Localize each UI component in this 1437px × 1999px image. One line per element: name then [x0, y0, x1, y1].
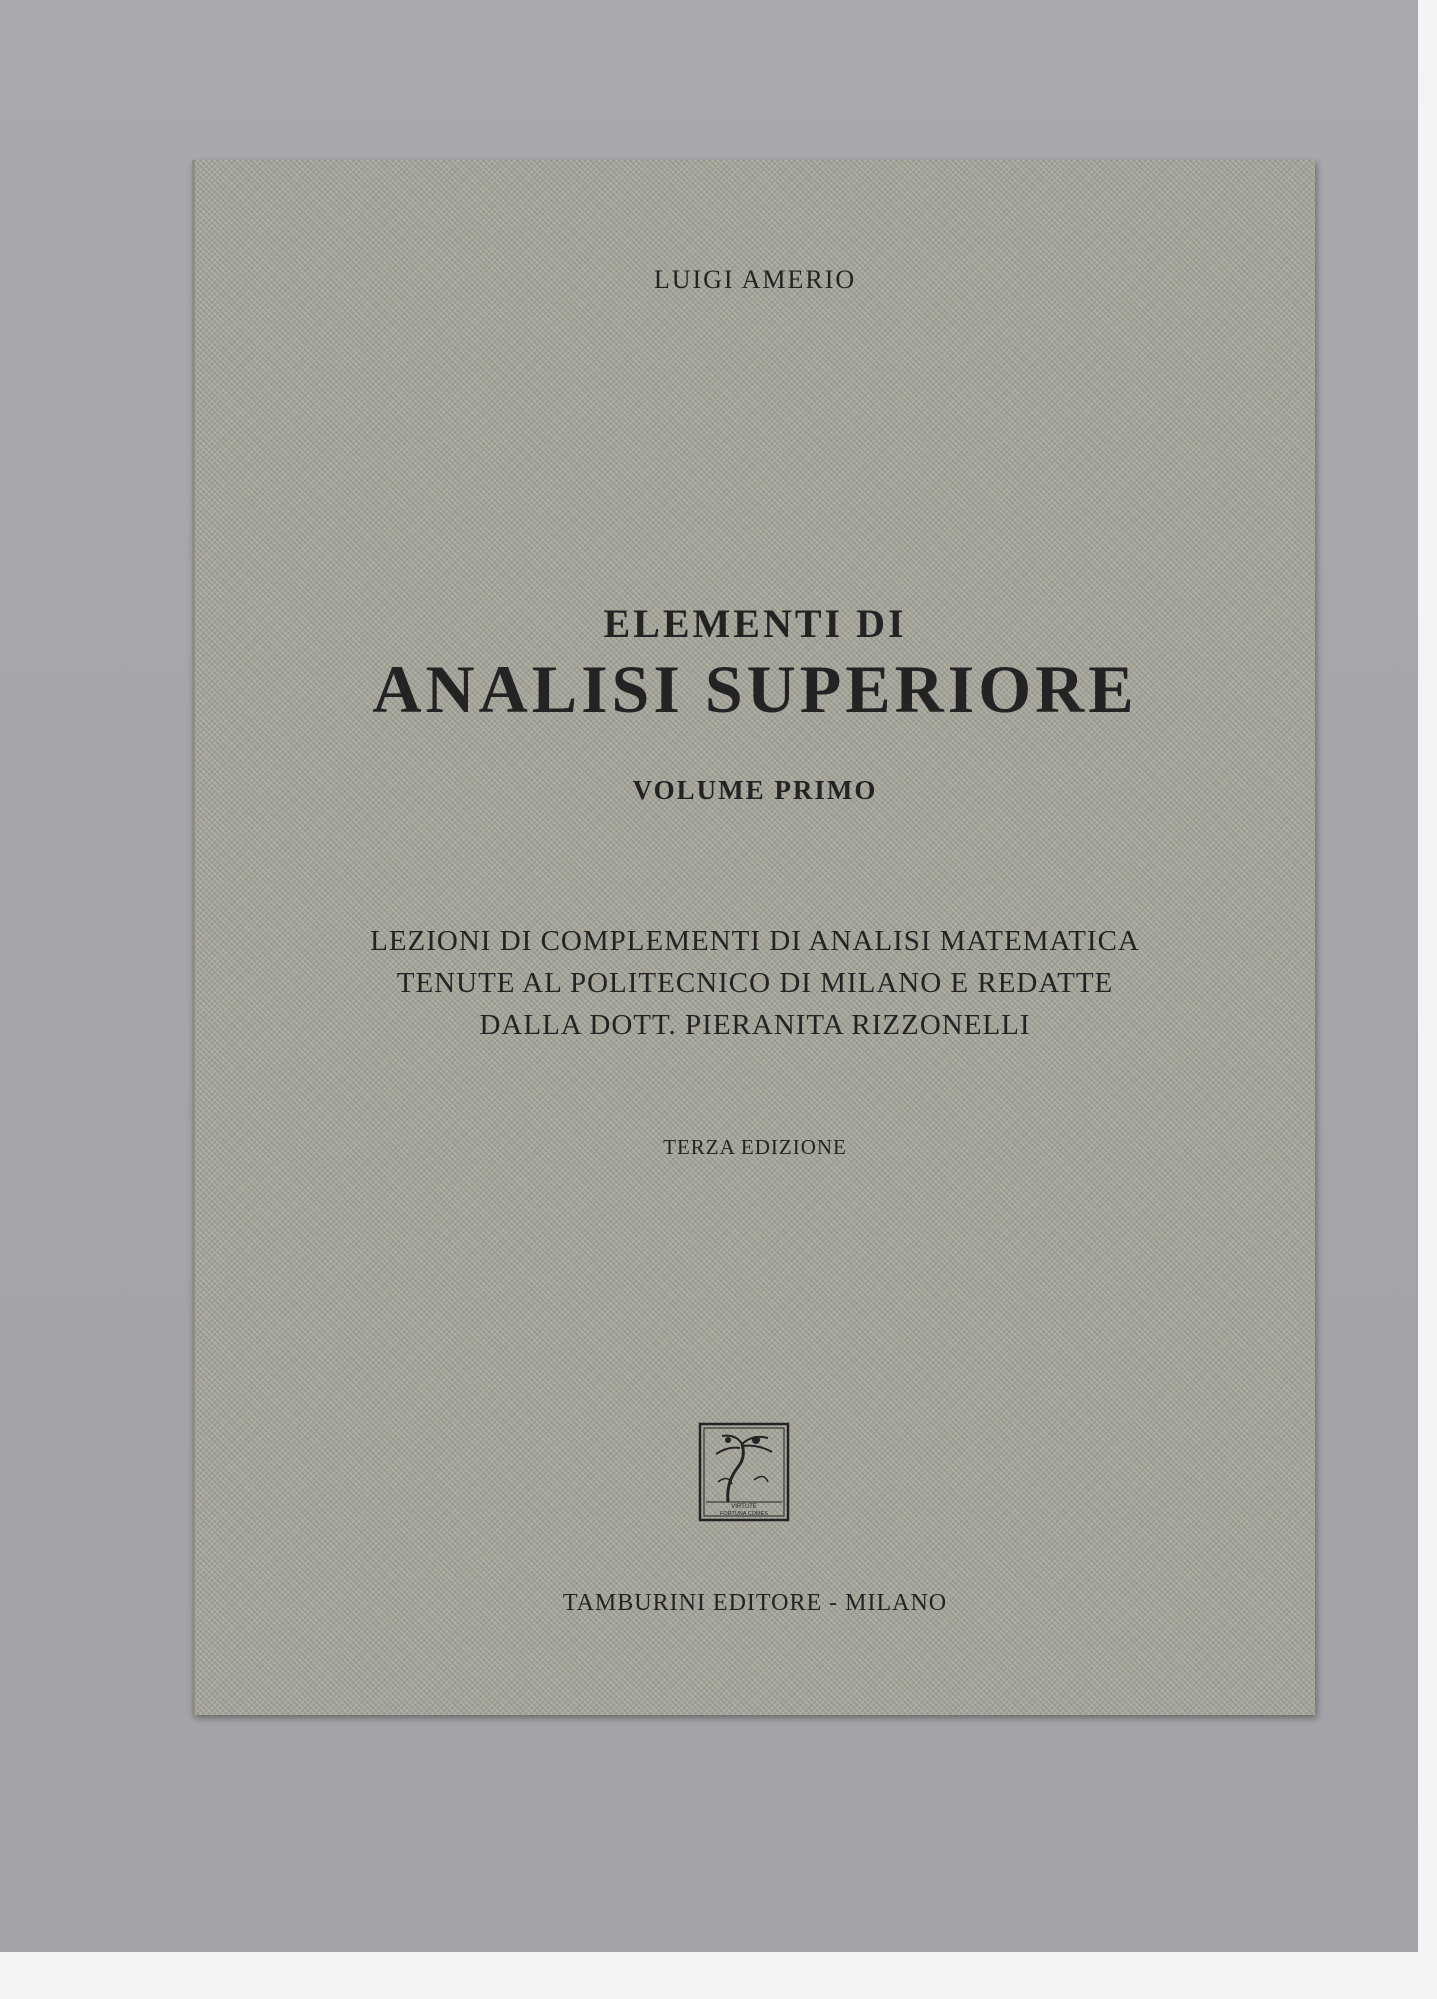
scan-edge-bottom — [0, 1952, 1437, 1999]
title-line-1: ELEMENTI DI — [603, 601, 907, 646]
book-cover — [192, 160, 1315, 1715]
title-line-2: ANALISI SUPERIORE — [372, 651, 1138, 727]
scan-edge-right — [1418, 0, 1437, 1999]
subtitle-line-1: LEZIONI DI COMPLEMENTI DI ANALISI MATEMATICA — [370, 925, 1140, 957]
emblem-motto-line-2: FORTUNA COMES — [720, 1511, 768, 1517]
volume-label: VOLUME PRIMO — [632, 775, 878, 805]
emblem-motto-line-1: VIRTUTE — [731, 1504, 757, 1510]
publisher-emblem-icon — [698, 1422, 790, 1522]
subtitle-line-3: DALLA DOTT. PIERANITA RIZZONELLI — [479, 1009, 1031, 1041]
subtitle-line-2: TENUTE AL POLITECNICO DI MILANO E REDATTE — [396, 967, 1114, 999]
publisher-label: TAMBURINI EDITORE - MILANO — [562, 1590, 948, 1616]
subtitle-block — [195, 920, 1315, 1046]
edition-label: TERZA EDIZIONE — [663, 1135, 847, 1159]
author-name: LUIGI AMERIO — [653, 265, 857, 294]
